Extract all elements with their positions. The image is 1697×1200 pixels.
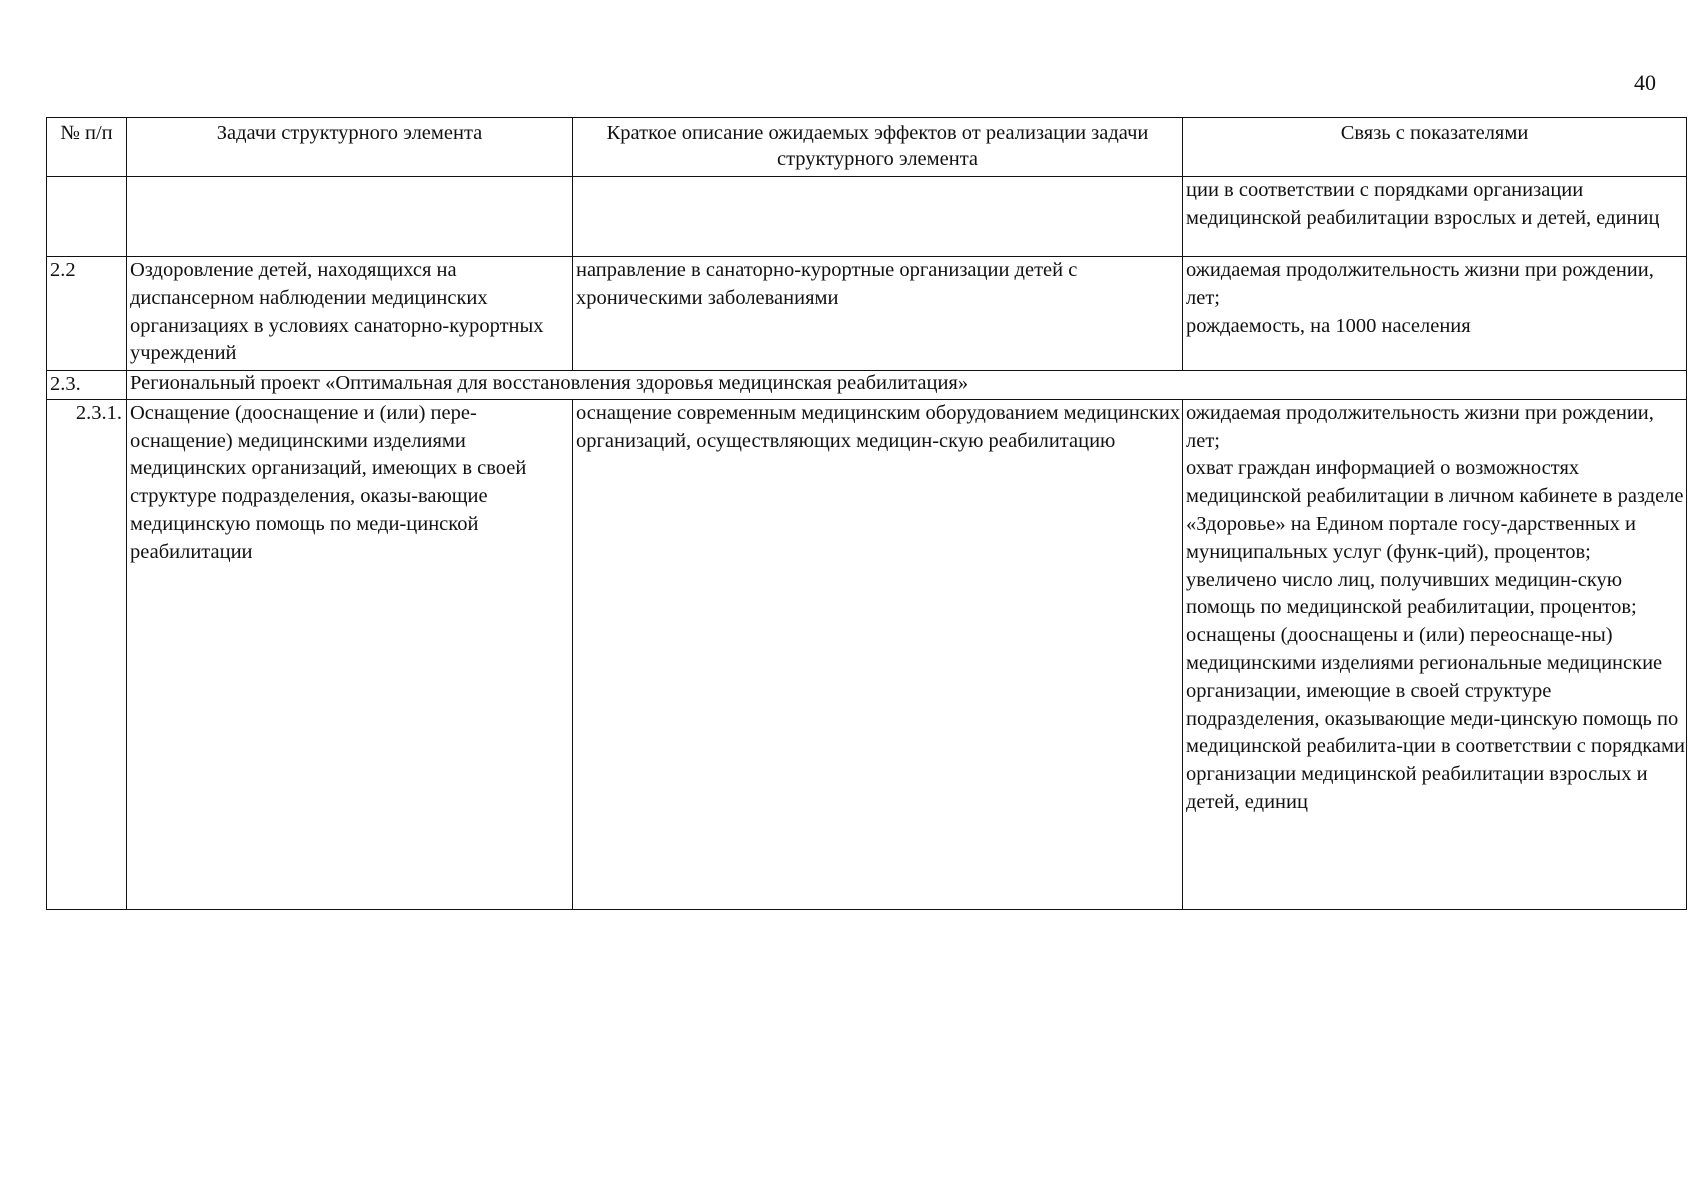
row-indicators [1183, 257, 1687, 371]
table-row [47, 177, 1687, 257]
page-number: 40 [1634, 70, 1656, 95]
row-num: 2.3.1. [47, 399, 127, 909]
indicator-text: охват граждан информацией о возможностях медицинской реабилитации в личном кабинете в разделе «Здоровье» на Едином портале госу-дарственных и муниципальных услуг (функ-ций), процентов; [1186, 457, 1684, 563]
indicator-text: ожидаемая продолжительность жизни при рождении, лет; [1186, 259, 1654, 309]
document-table [46, 117, 1687, 910]
header-link: Связь с показателями [1183, 118, 1687, 177]
indicator-text: увеличено число лиц, получивших медицин-скую помощь по медицинской реабилитации, процентов; [1186, 568, 1637, 619]
row-indicators [1183, 177, 1687, 257]
indicator-text: ции в соответствии с порядками организации медицинской реабилитации взрослых и детей, единиц [1186, 179, 1660, 229]
header-task: Задачи структурного элемента [127, 118, 573, 177]
row-effect: направление в санаторно-курортные организации детей с хроническими заболеваниями [573, 257, 1183, 371]
row-num: 2.3. [47, 371, 127, 400]
project-title: Региональный проект «Оптимальная для восстановления здоровья медицинская реабилитация» [127, 371, 1687, 400]
row-task [127, 177, 573, 257]
row-indicators [1183, 399, 1687, 909]
row-effect: оснащение современным медицинским оборудованием медицинских организаций, осуществляющих медицин-скую реабилитацию [573, 399, 1183, 909]
row-num: 2.2 [47, 257, 127, 371]
table-row [47, 399, 1687, 909]
indicator-text: ожидаемая продолжительность жизни при рождении, лет; [1186, 401, 1654, 452]
row-task: Оздоровление детей, находящихся на диспансерном наблюдении медицинских организациях в условиях санаторно-курортных учреждений [127, 257, 573, 371]
table-row [47, 257, 1687, 371]
header-num: № п/п [47, 118, 127, 177]
table-header-row [47, 118, 1687, 177]
indicator-text: оснащены (дооснащены и (или) переоснаще-ны) медицинскими изделиями региональные медицинские организации, имеющие в своей структуре подразделения, оказывающие меди-цинскую помощь по медицинской реабилита-ции в соответствии с порядками организации медицинской реабилитации взрослых и детей, единиц [1186, 624, 1685, 813]
indicator-text: рождаемость, на 1000 населения [1186, 314, 1471, 337]
row-num [47, 177, 127, 257]
row-task: Оснащение (дооснащение и (или) пере-оснащение) медицинскими изделиями медицинских организаций, имеющих в своей структуре подразделения, оказы-вающие медицинскую помощь по меди-цинской реабилитации [127, 399, 573, 909]
row-effect [573, 177, 1183, 257]
table-row-project [47, 371, 1687, 400]
header-effect: Краткое описание ожидаемых эффектов от реализации задачи структурного элемента [573, 118, 1183, 177]
